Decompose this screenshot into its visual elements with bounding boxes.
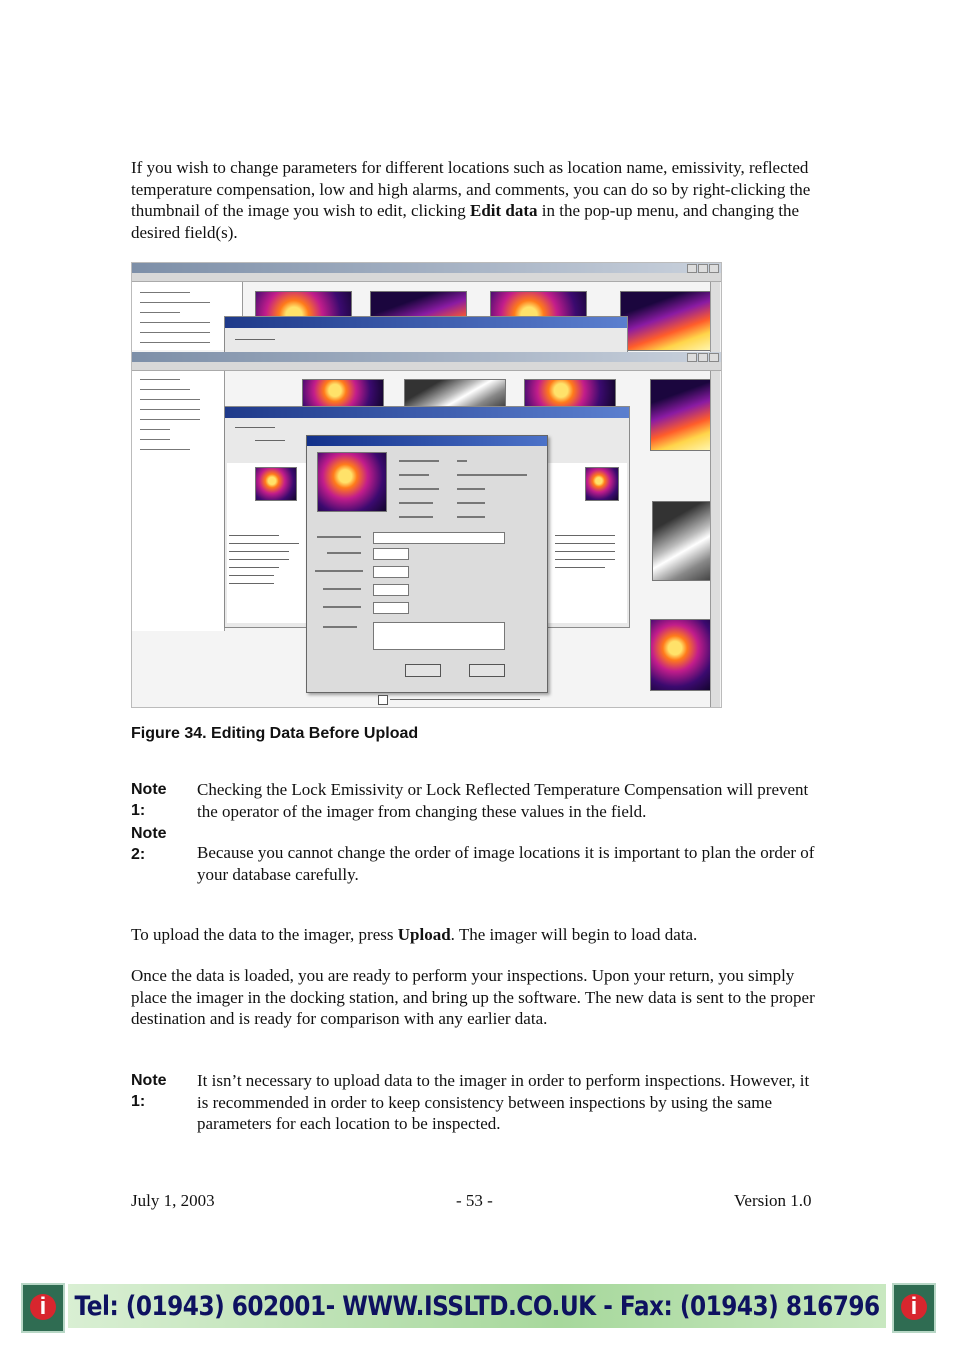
note-text: Because you cannot change the order of image locations it is important to plan the order of your database carefully. [197, 843, 815, 884]
low-alarm-field[interactable] [373, 584, 409, 596]
reflected-temp-field[interactable] [373, 566, 409, 578]
dialog-thumbnail [317, 452, 387, 512]
thumbnail-image [585, 467, 619, 501]
contact-banner-text: Tel: (01943) 602001- WWW.ISSLTD.CO.UK - Fax: (01943) 816796 [74, 1290, 880, 1322]
ok-button[interactable] [469, 664, 505, 677]
thumbnail-image [524, 379, 616, 407]
thumbnail-image [650, 619, 712, 691]
scrollbar[interactable] [710, 282, 720, 352]
intro-paragraph: If you wish to change parameters for different locations such as location name, emissivity, reflected temperature compensation, low and high alarms, and comments, you can do so by right-clicking the thumbnail of the image you wish to edit, clicking Edit data in the pop-up menu, and changing the desired field(s). [131, 158, 811, 242]
footer-date: July 1, 2003 [131, 1191, 215, 1210]
upload-paragraph: To upload the data to the imager, press Upload. The imager will begin to load data. [131, 925, 698, 944]
scrollbar[interactable] [710, 371, 720, 707]
edit-data-dialog [306, 435, 548, 693]
high-alarm-field[interactable] [373, 602, 409, 614]
emissivity-select[interactable] [373, 548, 409, 560]
footer-page-number: - 53 - [456, 1191, 493, 1210]
front-folder-tree [132, 371, 225, 631]
front-window-menubar [132, 362, 721, 371]
thumbnail-image [302, 379, 384, 407]
iss-logo-icon: i [21, 1283, 65, 1333]
window-controls [687, 353, 719, 362]
footer-version: Version 1.0 [734, 1191, 812, 1210]
window-controls [687, 264, 719, 273]
note-label: Note 2: [131, 825, 167, 863]
loaded-paragraph: Once the data is loaded, you are ready to perform your inspections. Upon your return, you simply place the imager in the docking station, and bring up the software. The new data is sent to the proper destination and is ready for comparison with any earlier data. [131, 966, 815, 1029]
figure-caption: Figure 34. Editing Data Before Upload [131, 725, 419, 742]
iss-logo-icon: i [892, 1283, 936, 1333]
thumbnail-image [404, 379, 506, 407]
lock-reflected-temp-checkbox[interactable] [378, 695, 388, 705]
comments-field[interactable] [373, 622, 505, 650]
transfer-panel-back [224, 316, 628, 354]
front-window-titlebar [132, 352, 721, 362]
note-label: Note 1: [131, 781, 167, 819]
thumbnail-image [650, 379, 712, 451]
note-text: It isn’t necessary to upload data to the imager in order to perform inspections. However, it is recommended in order to keep consistency between inspections by using the same parameters for each location to be inspected. [197, 1071, 810, 1134]
thumbnail-image [620, 291, 712, 351]
back-window-titlebar [132, 263, 721, 273]
back-window-menubar [132, 273, 721, 282]
note-text: Checking the Lock Emissivity or Lock Reflected Temperature Compensation will prevent the operator of the imager from changing these values in the field. [197, 780, 809, 821]
location-name-field[interactable] [373, 532, 505, 544]
thumbnail-image [652, 501, 712, 581]
dialog-titlebar [307, 436, 547, 446]
figure-screenshot [131, 262, 722, 708]
note-label: Note 1: [131, 1072, 167, 1110]
contact-banner [68, 1284, 886, 1328]
thumbnail-image [255, 467, 297, 501]
cancel-button[interactable] [405, 664, 441, 677]
